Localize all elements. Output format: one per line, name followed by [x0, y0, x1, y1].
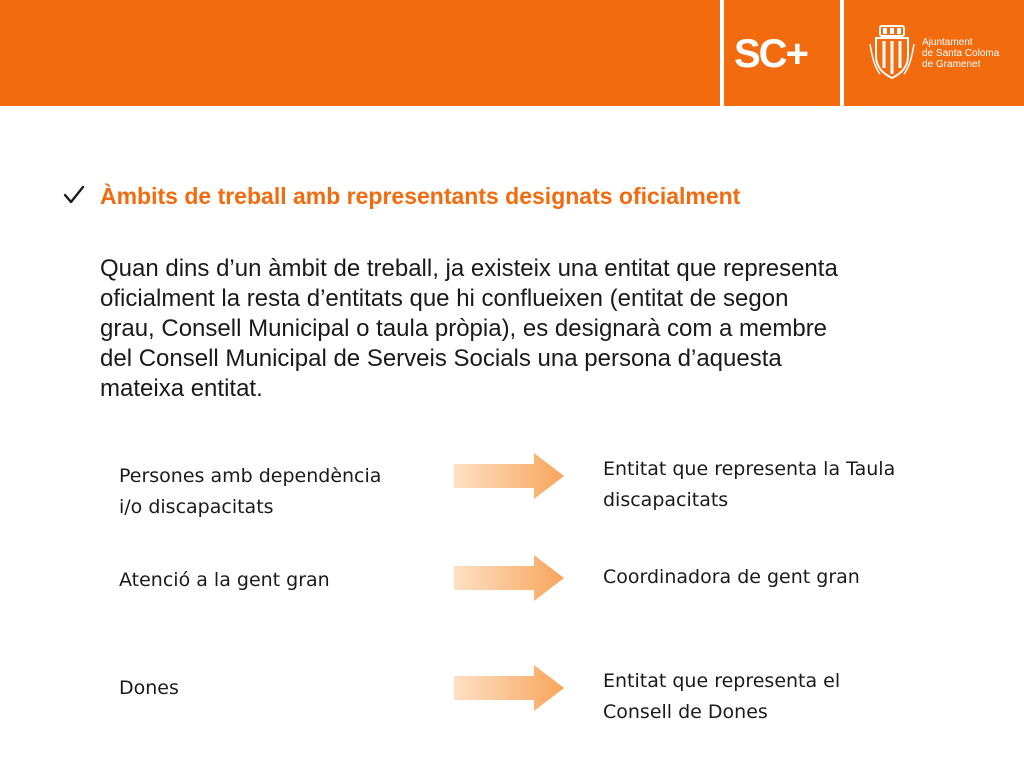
right-arrow-icon	[454, 453, 564, 499]
section-heading: Àmbits de treball amb representants designats oficialment	[100, 183, 741, 209]
representative-entity-label	[603, 666, 840, 728]
checkmark-icon	[62, 184, 86, 206]
header-divider	[720, 0, 724, 106]
entity-line: discapacitats	[603, 489, 729, 511]
representative-entity-label	[603, 562, 860, 593]
work-area-label	[119, 565, 330, 596]
entity-line: Entitat que representa la Taula	[603, 458, 896, 480]
paragraph-line: mateixa entitat.	[100, 375, 263, 402]
entity-line: Consell de Dones	[603, 701, 768, 723]
work-area-line: Atenció a la gent gran	[119, 569, 330, 591]
representative-entity-label	[603, 454, 895, 516]
paragraph-line: del Consell Municipal de Serveis Socials una persona d’aquesta	[100, 345, 782, 372]
header-divider	[840, 0, 844, 106]
right-arrow-icon	[454, 555, 564, 601]
brand-logo: SC+	[734, 32, 807, 76]
work-area-label	[119, 461, 381, 523]
entity-line: Entitat que representa el	[603, 670, 841, 692]
right-arrow-icon	[454, 665, 564, 711]
council-name	[922, 37, 1022, 70]
body-paragraph	[100, 254, 1000, 404]
work-area-line: i/o discapacitats	[119, 496, 274, 518]
council-line: de Santa Coloma	[922, 48, 1000, 59]
paragraph-line: Quan dins d’un àmbit de treball, ja existeix una entitat que representa	[100, 255, 838, 282]
coat-of-arms-icon	[868, 24, 916, 80]
entity-line: Coordinadora de gent gran	[603, 566, 860, 588]
paragraph-line: grau, Consell Municipal o taula pròpia), es designarà com a membre	[100, 315, 828, 342]
work-area-line: Persones amb dependència	[119, 465, 382, 487]
council-line: Ajuntament	[922, 37, 973, 48]
council-line: de Gramenet	[922, 59, 981, 70]
work-area-line: Dones	[119, 677, 179, 699]
paragraph-line: oficialment la resta d’entitats que hi conflueixen (entitat de segon	[100, 285, 789, 312]
work-area-label	[119, 673, 179, 704]
